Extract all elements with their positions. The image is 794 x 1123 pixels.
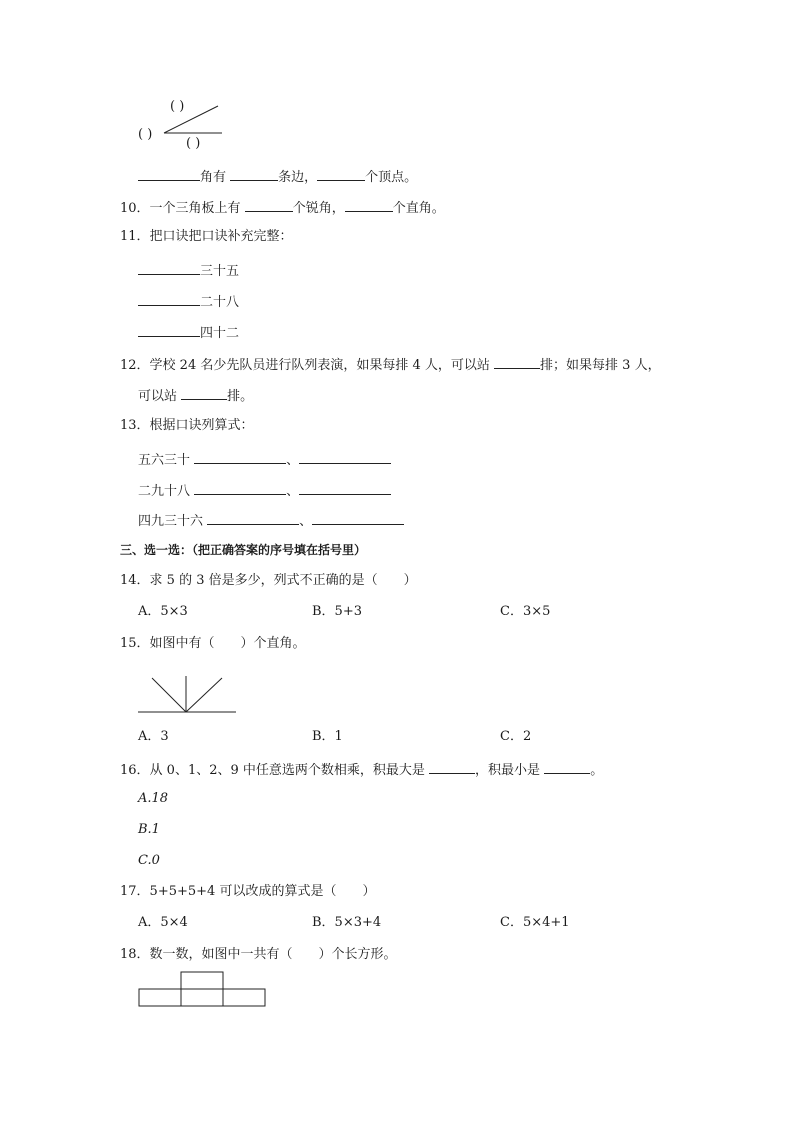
- section-heading: 三、选一选：（把正确答案的序号填在括号里）: [120, 543, 367, 557]
- question-number: 10．: [120, 201, 150, 216]
- rect-bottom-right: [223, 989, 265, 1006]
- question-18: 18．数一数，如图中一共有（ ）个长方形。: [120, 947, 397, 962]
- rectangle-figure: [137, 970, 269, 1010]
- question-13: 13．根据口诀列算式：: [120, 418, 254, 433]
- option-c[interactable]: C．3×5: [500, 604, 551, 619]
- option-a[interactable]: A．3: [138, 729, 169, 744]
- answer-blank[interactable]: [138, 291, 200, 306]
- option-a[interactable]: A．5×4: [138, 915, 188, 930]
- question-number: 17．: [120, 884, 150, 899]
- angle-label-top: ( ): [170, 99, 185, 114]
- question-16: 16．从 0、1、2、9 中任意选两个数相乘，积最大是 ，积最小是 。: [120, 759, 603, 780]
- rect-bottom-middle: [181, 989, 223, 1006]
- answer-blank[interactable]: [181, 385, 227, 400]
- question-number: 18．: [120, 947, 150, 962]
- option-c[interactable]: C.0: [138, 853, 160, 868]
- option-c[interactable]: C．2: [500, 729, 532, 744]
- q13-item: 五六三十 、: [138, 449, 391, 470]
- option-b[interactable]: B．5+3: [312, 604, 362, 619]
- question-12-cont: 可以站 排。: [138, 385, 253, 406]
- answer-blank[interactable]: [245, 197, 293, 212]
- question-number: 14．: [120, 573, 150, 588]
- q11-item: 二十八: [138, 291, 239, 312]
- question-15: 15．如图中有（ ）个直角。: [120, 636, 306, 651]
- angle-label-left: ( ): [138, 127, 153, 142]
- option-c[interactable]: C．5×4+1: [500, 915, 570, 930]
- question-14: 14．求 5 的 3 倍是多少，列式不正确的是（ ）: [120, 573, 417, 588]
- answer-blank[interactable]: [138, 322, 200, 337]
- q13-item: 二九十八 、: [138, 480, 391, 501]
- question-number: 15．: [120, 636, 150, 651]
- option-b[interactable]: B．1: [312, 729, 343, 744]
- answer-blank[interactable]: [194, 449, 286, 464]
- question-10: 10．一个三角板上有 个锐角， 个直角。: [120, 197, 445, 218]
- q11-item: 三十五: [138, 260, 239, 281]
- question-number: 11．: [120, 229, 150, 244]
- ray-left: [152, 678, 186, 712]
- answer-blank[interactable]: [345, 197, 393, 212]
- q13-item: 四九三十六 、: [138, 510, 404, 531]
- answer-blank[interactable]: [230, 166, 278, 181]
- question-number: 13．: [120, 418, 150, 433]
- answer-blank[interactable]: [194, 480, 286, 495]
- rect-top: [181, 972, 223, 989]
- answer-blank[interactable]: [312, 510, 404, 525]
- q9-tail: 角有 条边， 个顶点。: [138, 166, 417, 187]
- ray-right: [186, 678, 222, 712]
- rect-bottom-left: [139, 989, 181, 1006]
- right-angle-figure: [136, 672, 240, 716]
- answer-blank[interactable]: [429, 759, 475, 774]
- question-11: 11．把口诀把口诀补充完整：: [120, 229, 293, 244]
- answer-blank[interactable]: [317, 166, 365, 181]
- answer-blank[interactable]: [299, 480, 391, 495]
- question-12: 12．学校 24 名少先队员进行队列表演，如果每排 4 人，可以站 排；如果每排 3 人，: [120, 354, 661, 375]
- answer-blank[interactable]: [299, 449, 391, 464]
- answer-blank[interactable]: [544, 759, 590, 774]
- answer-blank[interactable]: [207, 510, 299, 525]
- angle-label-bottom: ( ): [186, 136, 201, 151]
- answer-blank[interactable]: [138, 166, 200, 181]
- q11-item: 四十二: [138, 322, 239, 343]
- option-b[interactable]: B．5×3+4: [312, 915, 382, 930]
- question-number: 16．: [120, 763, 150, 778]
- question-number: 12．: [120, 358, 150, 373]
- question-17: 17．5+5+5+4 可以改成的算式是（ ）: [120, 884, 376, 899]
- option-b[interactable]: B.1: [138, 822, 160, 837]
- answer-blank[interactable]: [138, 260, 200, 275]
- option-a[interactable]: A．5×3: [138, 604, 188, 619]
- option-a[interactable]: A.18: [138, 791, 169, 806]
- answer-blank[interactable]: [494, 354, 540, 369]
